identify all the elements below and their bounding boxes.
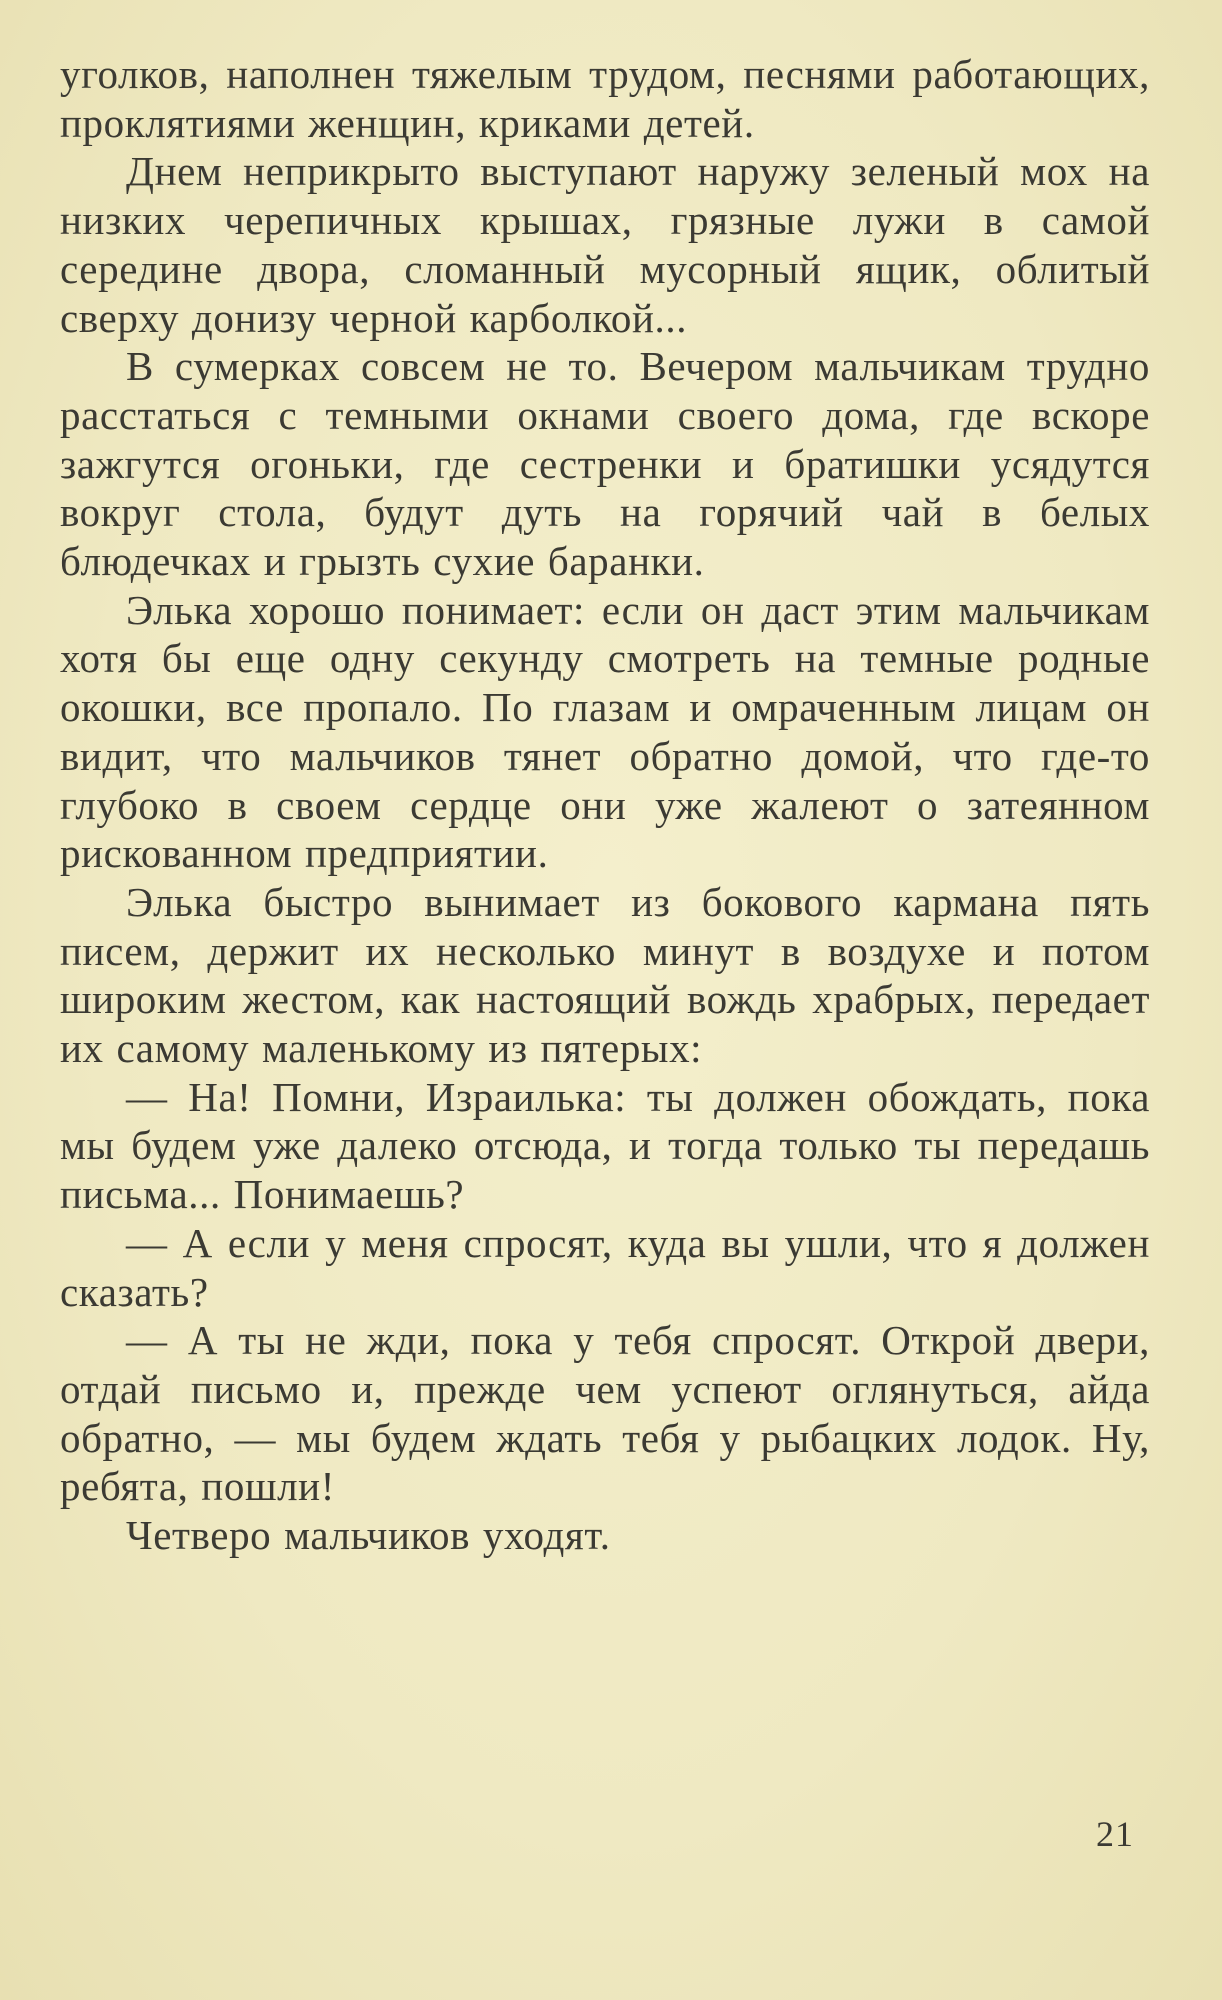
paragraph-day-yard: Днем неприкрыто выступают наружу зеленый мох на низких черепичных крышах, грязные лужи в самой середине двора, сломанный мусорный ящик, облитый сверху донизу черной карболкой... [60,148,1150,341]
paragraph-boys-leave: Четверо мальчиков уходят. [126,1512,611,1559]
paragraph-elka-understands: Элька хорошо понимает: если он даст этим мальчикам хотя бы еще одну секунду смотреть на темные родные окошки, все пропало. По глазам и омраченным лицам он видит, что мальчиков тянет обратно домой, что где-то глубоко в своем сердце они уже жалеют о затеянном рискованном предприятии. [60,586,1150,877]
paragraph-twilight: В сумерках совсем не то. Вечером мальчикам трудно расстаться с темными окнами своего дома, где вскоре зажгутся огоньки, где сестренки и братишки усядутся вокруг стола, будут дуть на горячий чай в белых блюдечках и грызть сухие баранки. [60,343,1150,585]
paragraph-continuation: уголков, наполнен тяжелым трудом, песнями работающих, проклятиями женщин, криками детей. [60,51,1150,146]
dialogue-line-2: — А если у меня спросят, куда вы ушли, что я должен сказать? [60,1219,1150,1315]
dialogue-line-3: — А ты не жди, пока у тебя спросят. Открой двери, отдай письмо и, прежде чем успеют оглянуться, айда обратно, — мы будем ждать тебя у рыбацких лодок. Ну, ребята, пошли! [60,1317,1150,1510]
dialogue-line-1: — На! Помни, Израилька: ты должен обождать, пока мы будем уже далеко отсюда, и тогда только ты передашь письма... Понимаешь? [60,1073,1150,1218]
page-number: 21 [1096,1814,1134,1854]
paragraph-letters: Элька быстро вынимает из бокового кармана пять писем, держит их несколько минут в воздухе и потом широким жестом, как настоящий вождь храбрых, передает их самому маленькому из пятерых: [60,878,1150,1072]
body-text [60,50,1150,1560]
